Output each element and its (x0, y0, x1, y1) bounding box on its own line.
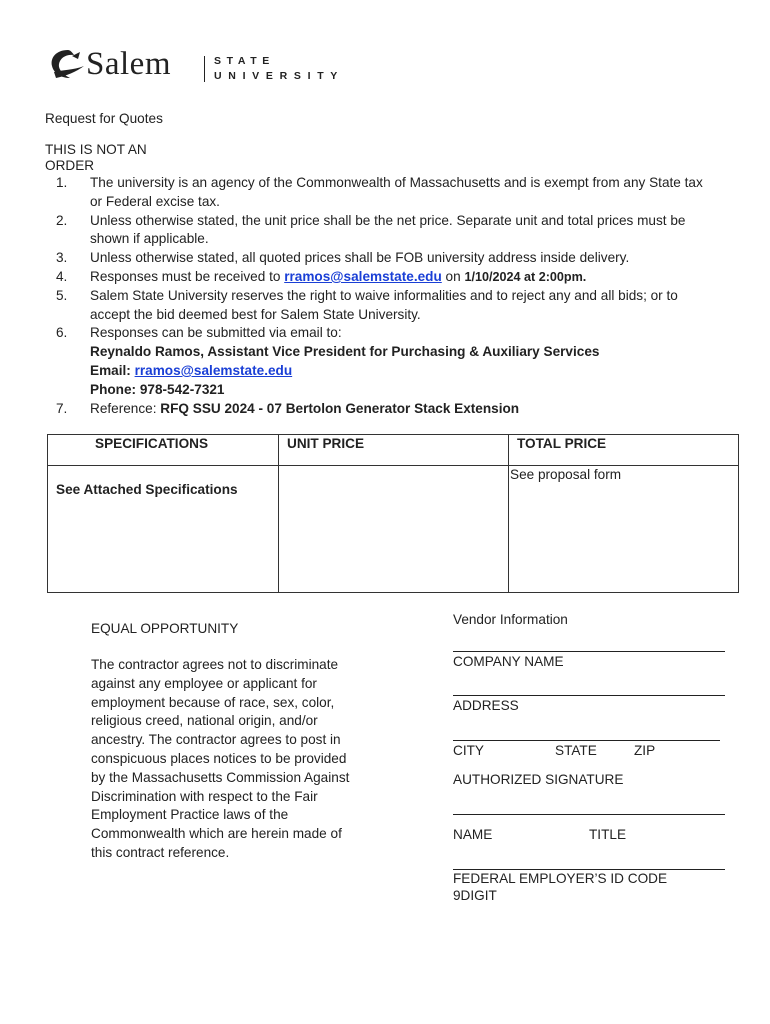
item-text: Salem State University reserves the right to waive informalities and to reject any and all bids; or to (90, 287, 678, 303)
contact-name: Reynaldo Ramos, Assistant Vice President for Purchasing & Auxiliary Services (90, 344, 600, 360)
text-line: this contract reference. (91, 844, 230, 860)
rfq-reference: RFQ SSU 2024 - 07 Bertolon Generator Stack Extension (160, 400, 520, 416)
zip-label: ZIP (634, 743, 656, 758)
list-item (56, 249, 746, 268)
item-number: 2. (56, 212, 68, 228)
text-line: religious creed, national origin, and/or (91, 713, 318, 729)
contact-email-link[interactable]: rramos@salemstate.edu (134, 362, 293, 378)
item-text: Unless otherwise stated, the unit price shall be the net price. Separate unit and total prices must be (90, 212, 686, 228)
list-item (56, 400, 746, 419)
company-name-label: COMPANY NAME (453, 654, 564, 669)
address-label: ADDRESS (453, 698, 519, 713)
logo-divider (204, 56, 205, 82)
table-row (48, 466, 739, 593)
item-text: accept the bid deemed best for Salem State University. (90, 306, 421, 322)
item-text: The university is an agency of the Commonwealth of Massachusetts and is exempt from any State tax (90, 175, 703, 190)
logo-university: UNIVERSITY (214, 70, 345, 82)
text-line: employment because of race, sex, color, (91, 694, 335, 710)
signature-line[interactable] (453, 814, 725, 815)
list-item (56, 174, 746, 212)
not-order-line2: ORDER (45, 158, 95, 173)
vendor-info-title: Vendor Information (453, 612, 568, 627)
text-line: The contractor agrees not to discriminate (91, 657, 339, 672)
item-text: Reference: (90, 400, 161, 416)
address-line[interactable] (453, 695, 725, 696)
logo-state: STATE (214, 55, 275, 67)
table-header-row (48, 435, 739, 466)
signature-label: AUTHORIZED SIGNATURE (453, 772, 624, 787)
deadline-text: 1/10/2024 at 2:00pm. (464, 269, 587, 284)
header-total-price: TOTAL PRICE (509, 435, 739, 466)
email-label: Email: (90, 362, 135, 378)
item-text: on (441, 268, 465, 284)
text-line: against any employee or applicant for (91, 675, 317, 691)
text-line: by the Massachusetts Commission Against (91, 769, 350, 785)
fein-label-line1: FEDERAL EMPLOYER’S ID CODE (453, 871, 668, 886)
equal-opportunity-text (91, 656, 349, 863)
company-name-line[interactable] (453, 651, 725, 652)
item-number: 5. (56, 287, 68, 303)
item-text: Responses must be received to (90, 268, 285, 284)
item-text: Unless otherwise stated, all quoted prices shall be FOB university address inside delivery. (90, 250, 630, 266)
text-line: conspicuous places notices to be provided (91, 750, 347, 766)
equal-opportunity-title: EQUAL OPPORTUNITY (91, 621, 239, 636)
header-unit-price: UNIT PRICE (279, 435, 509, 466)
item-text: Responses can be submitted via email to: (90, 325, 342, 341)
terms-list (56, 174, 746, 418)
name-label: NAME (453, 827, 493, 842)
item-number: 3. (56, 250, 68, 266)
total-price-cell: See proposal form (509, 466, 739, 593)
city-state-zip-line[interactable] (453, 740, 720, 741)
title-label: TITLE (589, 827, 627, 842)
logo-wordmark: Salem (86, 46, 171, 82)
not-order-line1: THIS IS NOT AN (45, 142, 147, 157)
text-line: Discrimination with respect to the Fair (91, 788, 318, 804)
list-item (56, 268, 746, 287)
document-title: Request for Quotes (45, 111, 163, 126)
state-label: STATE (555, 743, 597, 758)
item-number: 4. (56, 268, 68, 284)
item-number: 7. (56, 400, 68, 416)
list-item (56, 212, 746, 250)
unit-price-cell[interactable] (279, 466, 509, 593)
item-text: shown if applicable. (90, 231, 209, 247)
contact-phone: Phone: 978-542-7321 (90, 381, 225, 397)
item-number: 6. (56, 325, 68, 341)
fein-label-line2: 9DIGIT (453, 888, 497, 903)
list-item (56, 287, 746, 325)
pricing-table (47, 434, 739, 593)
salem-state-swoosh-icon (48, 48, 86, 89)
text-line: Commonwealth which are herein made of (91, 826, 342, 842)
city-label: CITY (453, 743, 484, 758)
list-item (56, 324, 746, 399)
item-text: or Federal excise tax. (90, 193, 220, 209)
header-specifications: SPECIFICATIONS (48, 435, 279, 466)
text-line: ancestry. The contractor agrees to post in (91, 732, 341, 748)
response-email-link[interactable]: rramos@salemstate.edu (284, 268, 442, 284)
text-line: Employment Practice laws of the (91, 807, 289, 823)
specifications-cell: See Attached Specifications (48, 466, 279, 593)
item-number: 1. (56, 175, 68, 190)
